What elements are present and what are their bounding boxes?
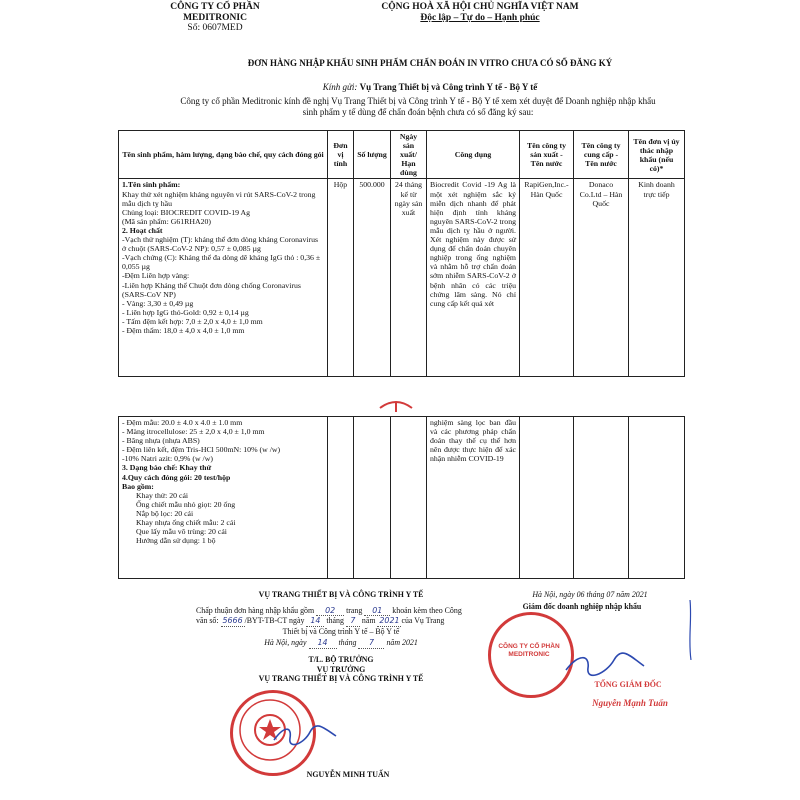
recipient-line: [150, 82, 710, 92]
name-line: -Vạch thử nghiệm (T): kháng thể đơn dòng kháng Coronavirus ở chuột (SARS-CoV-2 NP): 0,57 ± 0,085 µg: [122, 235, 319, 254]
company-name: MEDITRONIC: [183, 12, 247, 23]
cell-qty: 500.000: [354, 179, 391, 377]
name-line: -Vạch chứng (C): Kháng thể đa dòng dê kháng IgG thỏ : 0,36 ± 0,055 µg: [122, 253, 321, 272]
approval-text: Chấp thuận đơn hàng nhập khẩu gồm: [196, 605, 315, 615]
ministry-signature: [270, 722, 340, 748]
cell-empty: [574, 417, 629, 579]
hw-day: 14: [306, 616, 324, 627]
doc-number: Số: 0607MED: [187, 23, 243, 33]
cell-empty: [391, 417, 427, 579]
name-line: -Đệm Liên hợp vàng:: [122, 271, 190, 281]
approval-vt-dept: VỤ TRANG THIẾT BỊ VÀ CÔNG TRÌNH Y TẾ: [258, 674, 424, 684]
cell-importer: Kinh doanh trực tiếp: [629, 179, 685, 377]
table-row: [119, 417, 685, 579]
name-line: - Vàng: 3,30 ± 0,49 µg: [122, 298, 194, 308]
hw-pages: 02: [316, 606, 344, 617]
approval-text: của Vụ Trang: [401, 616, 445, 626]
approval-text: khoản kèm theo Công: [392, 605, 462, 615]
nation-motto: Độc lập – Tự do – Hạnh phúc: [420, 12, 540, 23]
approval-line-2: [196, 616, 486, 627]
name-line: Ống chiết mẫu nhỏ giọt: 20 ống: [136, 499, 236, 509]
name-line: 1.Tên sinh phẩm:: [122, 180, 181, 190]
product-table-part2: [118, 416, 685, 579]
company-role: Giám đốc doanh nghiệp nhập khẩu: [522, 602, 642, 611]
recipient-name: Vụ Trang Thiết bị và Công trình Y tế - Bộ Y tế: [359, 82, 538, 92]
name-line: 4.Quy cách đóng gói: 20 test/hộp: [122, 472, 231, 482]
name-line: - Đệm liên kết, đệm Tris-HCl 500mN: 10% (w /w): [122, 445, 281, 455]
hw-day-2: 14: [309, 638, 337, 649]
intro-paragraph: [118, 96, 718, 118]
name-line: 2. Hoạt chất: [122, 225, 163, 235]
hw-year: 2021: [379, 616, 400, 626]
cell-use: Biocredit Covid -19 Ag là một xét nghiệm sắc ký miễn dịch nhanh để phát hiện định tính kháng nguyên SARS-CoV-2 trong mẫu dịch tỵ hầu ở người. Xét nghiệm này được sử dụng để chẩn đoán chuyên nghiệp trong ống nghiệm và nhằm hỗ trợ chẩn đoán sớm nhiễm SARS-CoV-2 ở bệnh nhân có các triệu chứng lâm sàng. Nó chỉ cung cấp kết quả xét: [427, 179, 520, 377]
name-line: (Mã sản phẩm: G61RHA20): [122, 216, 212, 226]
th-unit: Đơn vị tính: [328, 131, 354, 179]
name-line: - Tấm đệm kết hợp: 7,0 ± 2,0 x 4,0 ± 1,0 mm: [122, 316, 263, 326]
name-line: Nắp bộ lọc: 20 cái: [136, 508, 194, 518]
signature-icon: [270, 722, 340, 748]
th-name: Tên sinh phẩm, hàm lượng, dạng bào chế, quy cách đóng gói: [119, 131, 328, 179]
approval-block: [196, 590, 486, 684]
name-line: Que lấy mẫu vô trùng: 20 cái: [136, 527, 227, 537]
cell-empty: [520, 417, 574, 579]
table-row: [119, 179, 685, 377]
approval-text: năm 2021: [386, 638, 418, 648]
approval-line-3: Thiết bị và Công trình Y tế – Bộ Y tế: [282, 626, 400, 636]
name-line: - Màng itrocellulose: 25 ± 2,0 x 4,0 ± 1,0 mm: [122, 427, 265, 437]
signature-icon: [560, 648, 650, 678]
name-line: -10% Natri azit: 0,9% (w /w): [122, 454, 213, 464]
name-line: - Đệm thấm: 18,0 ± 4,0 x 4,0 ± 1,0 mm: [122, 325, 245, 335]
hw-month: 7: [346, 616, 360, 627]
name-line: Khay thử xét nghiệm kháng nguyên vi rút SARS-CoV-2 trong mẫu dịch tỵ hầu: [122, 189, 316, 208]
th-qty: Số lượng: [354, 131, 391, 179]
table-header-row: [119, 131, 685, 179]
cell-supplier: Donaco Co.Ltd – Hàn Quốc: [574, 179, 629, 377]
cell-empty: [629, 417, 685, 579]
margin-annotation: [686, 600, 694, 660]
name-line: Khay thử: 20 cái: [136, 490, 189, 500]
document-title: ĐƠN HÀNG NHẬP KHẨU SINH PHẨM CHẨN ĐOÁN IN VITRO CHƯA CÓ SỐ ĐĂNG KÝ: [247, 58, 613, 68]
cell-empty: [328, 417, 354, 579]
company-sign-name: Nguyễn Mạnh Tuấn: [592, 698, 668, 708]
cell-use-cont: nghiệm sàng lọc ban đầu và các phương pháp chẩn đoán thay thế cụ thể hơn nên được thực hiện để xác nhận nhiễm COVID-19: [427, 417, 520, 579]
approval-text: Hà Nội, ngày: [264, 638, 307, 648]
margin-mark-icon: [686, 600, 694, 660]
th-importer: Tên đơn vị ủy thác nhập khẩu (nếu có)*: [629, 131, 685, 179]
product-table-part1: [118, 130, 685, 377]
name-line: - Đệm mẫu: 20.0 ± 4.0 x 4.0 ± 1.0 mm: [122, 418, 243, 427]
page-mark-icon: [378, 398, 414, 412]
name-line: - Băng nhựa (nhựa ABS): [122, 436, 200, 446]
recipient-label: Kính gửi:: [322, 82, 360, 92]
th-use: Công dụng: [427, 131, 520, 179]
nation-header: [330, 2, 630, 23]
nation-name: CỘNG HOÀ XÃ HỘI CHỦ NGHĨA VIỆT NAM: [381, 2, 579, 12]
approval-text: tháng: [338, 638, 357, 648]
name-line: Bao gồm:: [122, 481, 154, 491]
intro-line-1: Công ty cổ phần Meditronic kính đề nghị Vụ Trang Thiết bị và Công trình Y tế - Bộ Y tế xem xét duyệt để Doanh nghiệp nhập khẩu: [180, 96, 656, 106]
cell-product-name: [119, 179, 328, 377]
approval-text: văn số:: [196, 616, 219, 626]
company-label: CÔNG TY CỔ PHẦN: [170, 2, 260, 12]
company-date: Hà Nội, ngày 06 tháng 07 năm 2021: [532, 590, 648, 599]
company-signature: [560, 648, 650, 678]
name-line: 3. Dạng bào chế: Khay thử: [122, 463, 212, 473]
page-break-mark: [378, 398, 414, 412]
hw-items: 01: [364, 606, 390, 617]
cell-empty: [354, 417, 391, 579]
approval-text: năm: [361, 616, 376, 626]
approval-dept: VỤ TRANG THIẾT BỊ VÀ CÔNG TRÌNH Y TẾ: [258, 590, 424, 599]
cell-unit: Hộp: [328, 179, 354, 377]
th-maker: Tên công ty sản xuất - Tên nước: [520, 131, 574, 179]
name-line: Chủng loại: BIOCREDIT COVID-19 Ag: [122, 207, 251, 217]
hw-month-2: 7: [358, 638, 384, 649]
cell-product-name-cont: [119, 417, 328, 579]
approval-line-1: [196, 606, 486, 617]
approval-vt: VỤ TRƯỞNG: [316, 664, 366, 674]
signer-name: NGUYỄN MINH TUẤN: [306, 770, 390, 779]
cell-date: 24 tháng kể từ ngày sản xuất: [391, 179, 427, 377]
approval-tl: T/L. BỘ TRƯỞNG: [308, 654, 374, 664]
intro-line-2: sinh phẩm y tế dùng để chẩn đoán bệnh chưa có số đăng ký sau:: [302, 107, 534, 117]
approval-text: trang: [346, 605, 363, 615]
approval-text: /BYT-TB-CT ngày: [244, 616, 305, 626]
company-header: [140, 2, 290, 34]
hw-doc-number: 5666: [222, 616, 243, 626]
th-supplier: Tên công ty cung cấp - Tên nước: [574, 131, 629, 179]
th-date: Ngày sản xuất/ Hạn dùng: [391, 131, 427, 179]
name-line: -Liên hợp Kháng thể Chuột đơn dòng chống Coronavirus (SARS-CoV NP): [122, 280, 301, 299]
name-line: - Liên hợp IgG thỏ-Gold: 0,92 ± 0,14 µg: [122, 307, 249, 317]
cell-maker: RapiGen,Inc.- Hàn Quốc: [520, 179, 574, 377]
approval-date-line: [196, 638, 486, 649]
approval-text: tháng: [326, 616, 344, 626]
name-line: Hướng dẫn sử dụng: 1 bộ: [136, 536, 216, 546]
company-sign-title: TỔNG GIÁM ĐỐC: [594, 680, 662, 689]
name-line: Khay nhựa ống chiết mẫu: 2 cái: [136, 518, 236, 528]
stamp-text: CÔNG TY CỔ PHẦN MEDITRONIC: [498, 643, 560, 658]
